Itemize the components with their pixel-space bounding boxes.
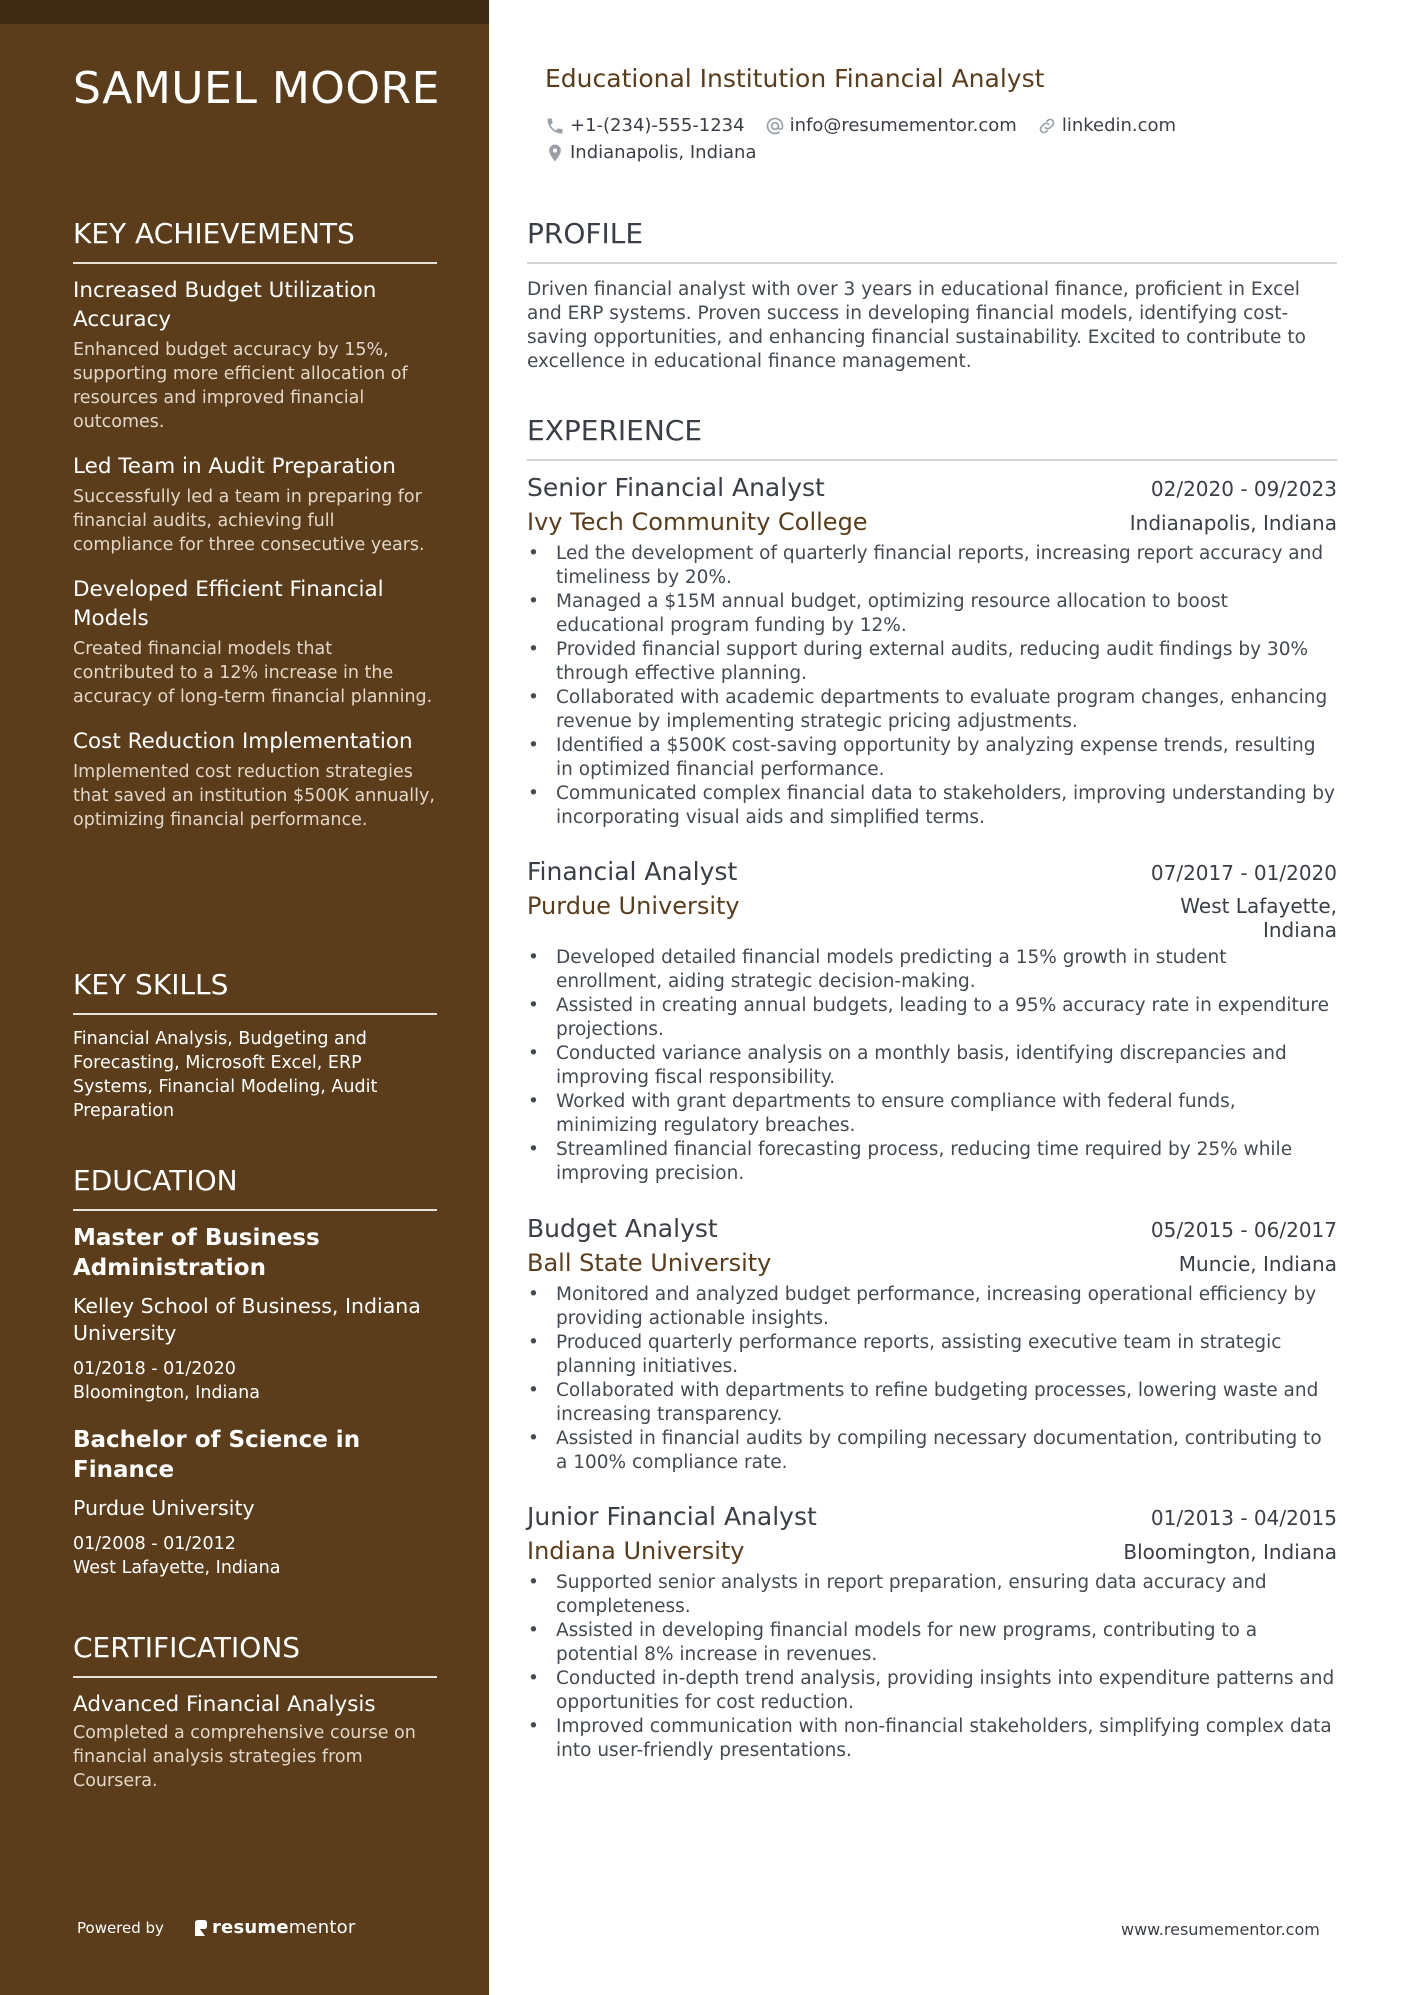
achievement-desc: Enhanced budget accuracy by 15%, supporting more efficient allocation of resources and improved financial outcomes. [73, 340, 408, 432]
bullet-item: • Produced quarterly performance reports, assisting executive team in strategic planning initiatives. [527, 1331, 1337, 1379]
bullet-item: • Improved communication with non-financial stakeholders, simplifying complex data into user-friendly presentations. [527, 1715, 1337, 1763]
name-block [73, 58, 440, 120]
achievement-item [73, 452, 437, 557]
bullet-item: • Supported senior analysts in report preparation, ensuring data accuracy and completeness. [527, 1571, 1337, 1619]
education-item [73, 1223, 437, 1405]
contact-email[interactable] [765, 113, 1017, 139]
experience-item [527, 855, 1337, 1186]
experience-location: West Lafayette, Indiana [1180, 894, 1337, 942]
footer-url[interactable]: www.resumementor.com [1121, 1920, 1320, 1939]
experience-company: Ivy Tech Community College [527, 508, 868, 536]
education-section [73, 1163, 437, 1580]
experience-dates: 05/2015 - 06/2017 [1150, 1218, 1337, 1242]
bullet-item: • Communicated complex financial data to stakeholders, improving understanding by incorporating visual aids and simplified terms. [527, 782, 1337, 830]
bullet-item: • Led the development of quarterly financial reports, increasing report accuracy and timeliness by 20%. [527, 542, 1337, 590]
brand-light: mentor [288, 1917, 356, 1938]
profile-text: Driven financial analyst with over 3 years in educational finance, proficient in Excel and ERP systems. Proven success in developing financial models, identifying cost-saving opportunities, and enhancing financial sustainability. Excited to contribute to excellence in educational finance management. [527, 279, 1306, 372]
certifications-heading: CERTIFICATIONS [73, 1630, 437, 1678]
location-pin-icon [545, 143, 565, 163]
experience-dates: 01/2013 - 04/2015 [1150, 1506, 1337, 1530]
experience-dates: 07/2017 - 01/2020 [1150, 861, 1337, 885]
bullet-item: • Collaborated with departments to refine budgeting processes, lowering waste and increasing transparency. [527, 1379, 1337, 1427]
bullet-item: • Monitored and analyzed budget performance, increasing operational efficiency by providing actionable insights. [527, 1283, 1337, 1331]
resumementor-logo-icon [194, 1919, 208, 1937]
email-text: info@resumementor.com [789, 114, 1017, 136]
phone-text: +1-(234)-555-1234 [570, 114, 745, 136]
education-school: Kelley School of Business, Indiana University [73, 1294, 421, 1345]
achievement-desc: Implemented cost reduction strategies that saved an institution $500K annually, optimizing financial performance. [73, 762, 435, 830]
linkedin-text: linkedin.com [1061, 114, 1177, 136]
education-heading: EDUCATION [73, 1163, 437, 1211]
experience-role: Senior Financial Analyst [527, 473, 825, 502]
achievement-item [73, 276, 437, 434]
education-dates: 01/2008 - 01/2012 [73, 1534, 236, 1554]
powered-by [77, 1917, 355, 1938]
certification-title: Advanced Financial Analysis [73, 1692, 376, 1717]
bullet-item: • Collaborated with academic departments to evaluate program changes, enhancing revenue by implementing strategic pricing adjustments. [527, 686, 1337, 734]
achievement-title: Led Team in Audit Preparation [73, 454, 396, 479]
brand-bold: resume [211, 1917, 289, 1938]
bullet-item: • Assisted in financial audits by compiling necessary documentation, contributing to a 100% compliance rate. [527, 1427, 1337, 1475]
sidebar [0, 0, 489, 1995]
certifications-section [73, 1630, 437, 1793]
bullet-item: • Conducted in-depth trend analysis, providing insights into expenditure patterns and opportunities for cost reduction. [527, 1667, 1337, 1715]
experience-heading: EXPERIENCE [527, 413, 1337, 461]
achievement-title: Cost Reduction Implementation [73, 729, 413, 754]
resumementor-logo[interactable] [194, 1917, 355, 1938]
contact-phone[interactable] [545, 113, 745, 139]
experience-bullets [527, 1283, 1337, 1475]
experience-heading-block [527, 413, 1337, 461]
certification-desc: Completed a comprehensive course on financial analysis strategies from Coursera. [73, 1723, 416, 1791]
bullet-item: • Developed detailed financial models predicting a 15% growth in student enrollment, aiding strategic decision-making. [527, 946, 1337, 994]
bullet-item: • Identified a $500K cost-saving opportunity by analyzing expense trends, resulting in optimized financial performance. [527, 734, 1337, 782]
experience-item [527, 471, 1337, 830]
candidate-name: SAMUEL MOORE [73, 63, 440, 114]
powered-by-label: Powered by [77, 1918, 164, 1937]
bullet-item: • Streamlined financial forecasting process, reducing time required by 25% while improving precision. [527, 1138, 1337, 1186]
skills-heading: KEY SKILLS [73, 967, 437, 1015]
link-icon [1037, 116, 1057, 136]
bullet-item: • Provided financial support during external audits, reducing audit findings by 30% through effective planning. [527, 638, 1337, 686]
experience-location: Bloomington, Indiana [1123, 1540, 1337, 1564]
location-text: Indianapolis, Indiana [570, 141, 757, 163]
education-location: Bloomington, Indiana [73, 1383, 260, 1403]
achievements-section [73, 216, 437, 850]
education-degree: Bachelor of Science in Finance [73, 1427, 361, 1483]
achievements-heading: KEY ACHIEVEMENTS [73, 216, 437, 264]
experience-item [527, 1212, 1337, 1475]
achievement-title: Increased Budget Utilization Accuracy [73, 278, 377, 332]
achievement-item [73, 575, 437, 709]
experience-bullets [527, 946, 1337, 1186]
education-location: West Lafayette, Indiana [73, 1558, 281, 1578]
experience-role: Budget Analyst [527, 1214, 718, 1243]
bullet-item: • Assisted in creating annual budgets, leading to a 95% accuracy rate in expenditure projections. [527, 994, 1337, 1042]
experience-location: Muncie, Indiana [1178, 1252, 1337, 1276]
education-school: Purdue University [73, 1496, 255, 1520]
contact-location [545, 140, 757, 166]
education-dates: 01/2018 - 01/2020 [73, 1359, 236, 1379]
phone-icon [545, 116, 565, 136]
education-degree: Master of Business Administration [73, 1225, 320, 1281]
sidebar-top-band [0, 0, 489, 24]
experience-location: Indianapolis, Indiana [1129, 511, 1337, 535]
experience-company: Purdue University [527, 892, 740, 920]
at-icon [765, 116, 785, 136]
bullet-item: • Managed a $15M annual budget, optimizing resource allocation to boost educational program funding by 12%. [527, 590, 1337, 638]
achievement-desc: Created financial models that contributed to a 12% increase in the accuracy of long-term financial planning. [73, 639, 433, 707]
achievement-desc: Successfully led a team in preparing for financial audits, achieving full compliance for three consecutive years. [73, 487, 425, 555]
bullet-item: • Worked with grant departments to ensure compliance with federal funds, minimizing regulatory breaches. [527, 1090, 1337, 1138]
experience-item [527, 1500, 1337, 1763]
experience-dates: 02/2020 - 09/2023 [1150, 477, 1337, 501]
achievement-title: Developed Efficient Financial Models [73, 577, 384, 631]
achievement-item [73, 727, 437, 832]
experience-company: Ball State University [527, 1249, 772, 1277]
experience-bullets [527, 1571, 1337, 1763]
bullet-item: • Assisted in developing financial models for new programs, contributing to a potential 8% increase in revenues. [527, 1619, 1337, 1667]
experience-role: Junior Financial Analyst [527, 1502, 817, 1531]
experience-role: Financial Analyst [527, 857, 738, 886]
bullet-item: • Conducted variance analysis on a monthly basis, identifying discrepancies and improving fiscal responsibility. [527, 1042, 1337, 1090]
contact-linkedin[interactable] [1037, 113, 1176, 139]
profile-section [527, 216, 1337, 374]
skills-list: Financial Analysis, Budgeting and Forecasting, Microsoft Excel, ERP Systems, Financial Modeling, Audit Preparation [73, 1029, 378, 1121]
skills-section [73, 967, 437, 1123]
contact-block [545, 112, 1196, 166]
experience-bullets [527, 542, 1337, 830]
experience-company: Indiana University [527, 1537, 745, 1565]
profile-heading: PROFILE [527, 216, 1337, 264]
education-item [73, 1425, 437, 1580]
job-title: Educational Institution Financial Analyst [545, 64, 1045, 93]
